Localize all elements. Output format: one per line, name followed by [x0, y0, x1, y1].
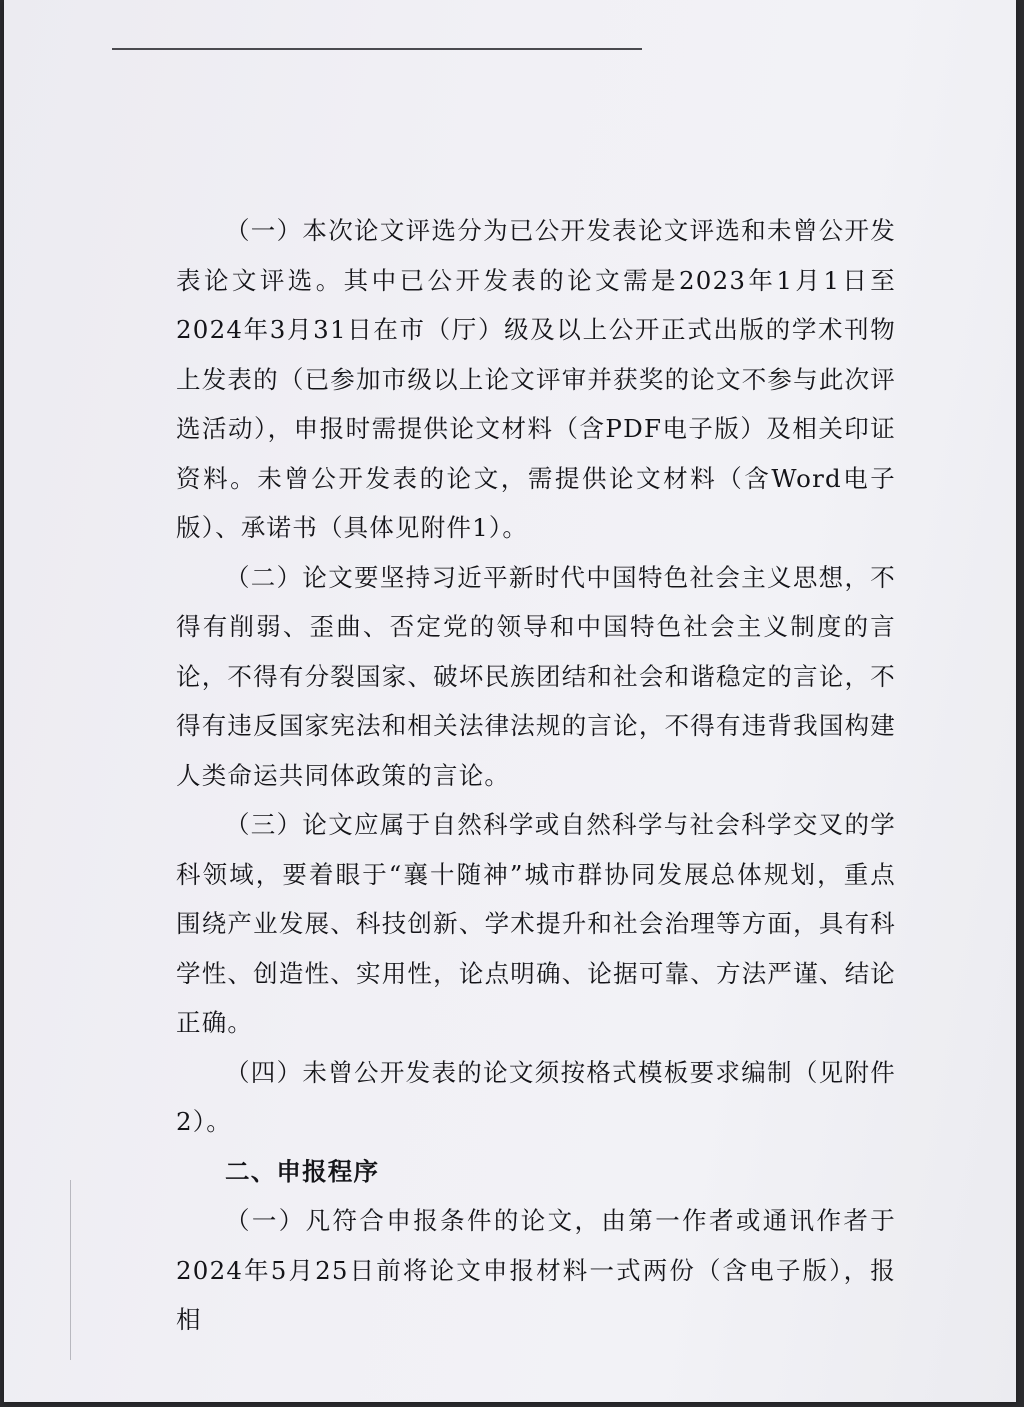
margin-line — [70, 1180, 71, 1360]
paragraph-4: （四）未曾公开发表的论文须按格式模板要求编制（见附件2）。 — [176, 1057, 896, 1136]
paragraph-5: （一）凡符合申报条件的论文，由第一作者或通讯作者于2024年5月25日前将论文申报材料一式两份（含电子版），报相 — [176, 1206, 896, 1334]
header-rule — [112, 48, 642, 50]
document-page — [4, 0, 1016, 1402]
paragraph-3: （三）论文应属于自然科学或自然科学与社会科学交叉的学科领域，要着眼于“襄十随神”城市群协同发展总体规划，重点围绕产业发展、科技创新、学术提升和社会治理等方面，具有科学性、创造性、实用性，论点明确、论据可靠、方法严谨、结论正确。 — [176, 810, 896, 1037]
document-body — [176, 206, 896, 1345]
section-heading: 二、申报程序 — [225, 1156, 380, 1186]
paragraph-1: （一）本次论文评选分为已公开发表论文评选和未曾公开发表论文评选。其中已公开发表的论文需是2023年1月1日至2024年3月31日在市（厅）级及以上公开正式出版的学术刊物上发表的（已参加市级以上论文评审并获奖的论文不参与此次评选活动），申报时需提供论文材料（含PDF电子版）及相关印证资料。未曾公开发表的论文，需提供论文材料（含Word电子版）、承诺书（具体见附件1）。 — [176, 216, 896, 542]
paragraph-2: （二）论文要坚持习近平新时代中国特色社会主义思想，不得有削弱、歪曲、否定党的领导和中国特色社会主义制度的言论，不得有分裂国家、破坏民族团结和社会和谐稳定的言论，不得有违反国家宪法和相关法律法规的言论，不得有违背我国构建人类命运共同体政策的言论。 — [176, 562, 896, 790]
